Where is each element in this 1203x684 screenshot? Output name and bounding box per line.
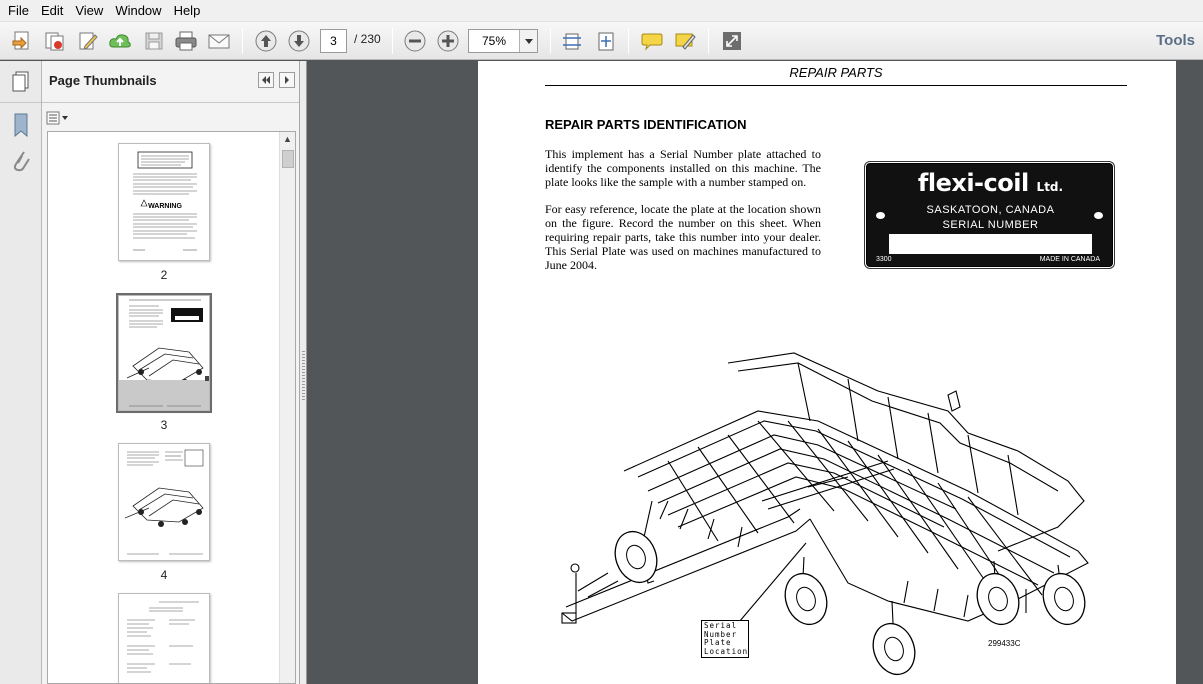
page-5-preview — [119, 594, 210, 684]
upload-button[interactable] — [106, 27, 134, 55]
thumbnail-page-5[interactable] — [118, 593, 210, 684]
menu-file[interactable]: File — [8, 2, 29, 18]
document-page — [478, 61, 1176, 684]
plate-serial-label: SERIAL NUMBER — [942, 219, 1039, 231]
expand-icon — [721, 30, 743, 52]
thumb-warning-text: WARNING — [148, 203, 182, 210]
email-button[interactable] — [205, 27, 233, 55]
print-button[interactable] — [172, 27, 200, 55]
double-chevron-left-icon — [261, 76, 271, 84]
highlighter-icon — [674, 30, 696, 52]
save-disk-icon — [143, 30, 165, 52]
zoom-input[interactable] — [469, 30, 519, 52]
printer-icon — [174, 30, 198, 52]
thumbnail-page-3[interactable] — [118, 295, 210, 411]
zoom-in-button[interactable] — [434, 27, 462, 55]
thumbnail-list[interactable] — [47, 131, 296, 684]
panel-title: Page Thumbnails — [49, 73, 157, 88]
plus-circle-icon — [437, 30, 459, 52]
zoom-out-button[interactable] — [401, 27, 429, 55]
create-pdf-icon — [11, 30, 33, 52]
cultivator-drawing — [548, 351, 1118, 681]
plate-made-in: MADE IN CANADA — [1039, 256, 1100, 263]
page-3-preview — [119, 296, 210, 411]
arrow-down-icon — [288, 30, 310, 52]
menu-bar — [0, 0, 1203, 22]
page-2-preview — [119, 144, 210, 261]
scroll-thumb[interactable] — [282, 150, 294, 168]
comment-button[interactable] — [638, 27, 666, 55]
menu-view[interactable]: View — [75, 2, 104, 18]
fit-width-button[interactable] — [558, 27, 586, 55]
paragraph-serial-plate: This implement has a Serial Number plate attached to identify the components installed on this machine. The plate looks like the sample with a number stamped on. — [545, 147, 821, 189]
chevron-right-icon — [283, 76, 291, 84]
toolbar — [0, 22, 1203, 60]
thumbnail-label-4: 4 — [160, 568, 168, 582]
fit-width-icon — [561, 30, 583, 52]
bookmarks-button[interactable] — [0, 107, 41, 143]
edit-document-button[interactable] — [74, 27, 102, 55]
envelope-icon — [207, 30, 231, 52]
expand-panel-button[interactable] — [279, 72, 295, 88]
options-list-icon — [46, 111, 72, 125]
page-4-preview — [119, 444, 210, 561]
section-title: REPAIR PARTS IDENTIFICATION — [545, 117, 747, 132]
plate-serial-box — [889, 234, 1092, 254]
navigation-rail — [0, 61, 42, 684]
fit-page-button[interactable] — [592, 27, 620, 55]
plate-code: 3300 — [876, 256, 892, 263]
save-button[interactable] — [140, 27, 168, 55]
minus-circle-icon — [404, 30, 426, 52]
cloud-upload-icon — [108, 30, 132, 52]
pages-panel-toggle[interactable] — [0, 61, 41, 103]
plate-brand: flexi-coil Ltd. — [917, 169, 1064, 197]
chevron-down-icon — [525, 39, 533, 44]
next-page-button[interactable] — [285, 27, 313, 55]
serial-plate-location-callout: Serial Number Plate Location — [701, 620, 749, 658]
previous-page-button[interactable] — [252, 27, 280, 55]
page-total: / 230 — [354, 32, 381, 46]
figure-code: 299433C — [988, 639, 1021, 648]
thumbnail-page-2[interactable] — [118, 143, 210, 261]
full-screen-button[interactable] — [718, 27, 746, 55]
arrow-up-icon — [255, 30, 277, 52]
thumbnail-page-4[interactable] — [118, 443, 210, 561]
thumbnail-scrollbar[interactable] — [279, 132, 295, 684]
speech-bubble-icon — [641, 30, 663, 52]
page-header: REPAIR PARTS — [789, 65, 883, 80]
page-number-input[interactable] — [320, 29, 347, 53]
panel-splitter[interactable] — [300, 61, 307, 684]
page-copy-icon — [11, 70, 31, 94]
zoom-select[interactable] — [468, 29, 538, 53]
edit-pencil-icon — [77, 30, 99, 52]
thumbnail-options-button[interactable] — [46, 109, 72, 127]
menu-help[interactable]: Help — [173, 2, 201, 18]
collapse-panel-button[interactable] — [258, 72, 274, 88]
thumbnail-label-2: 2 — [160, 268, 168, 282]
menu-window[interactable]: Window — [115, 2, 162, 18]
scroll-up-icon[interactable]: ▲ — [283, 134, 292, 144]
tools-link[interactable]: Tools — [1156, 32, 1195, 49]
highlight-button[interactable] — [671, 27, 699, 55]
combine-files-icon — [43, 30, 65, 52]
zoom-dropdown-button[interactable] — [519, 30, 537, 52]
thumbnails-panel — [42, 61, 300, 684]
thumbnail-label-3: 3 — [160, 418, 168, 432]
combine-files-button[interactable] — [40, 27, 68, 55]
paperclip-icon — [11, 148, 31, 174]
create-pdf-button[interactable] — [8, 27, 36, 55]
serial-plate-image — [866, 163, 1113, 267]
header-rule — [545, 85, 1127, 86]
plate-city: SASKATOON, CANADA — [926, 204, 1055, 216]
plate-hole-right — [1094, 212, 1103, 219]
plate-hole-left — [876, 212, 885, 219]
fit-page-icon — [595, 30, 617, 52]
menu-edit[interactable]: Edit — [40, 2, 64, 18]
panel-header — [42, 61, 299, 103]
paragraph-easy-reference: For easy reference, locate the plate at the location shown on the figure. Record the number on this sheet. When requiring repair parts, take this number into your dealer. This Serial Plate was used on machines manufactured to June 2004. — [545, 202, 821, 272]
attachments-button[interactable] — [0, 143, 41, 179]
bookmark-icon — [11, 112, 31, 138]
